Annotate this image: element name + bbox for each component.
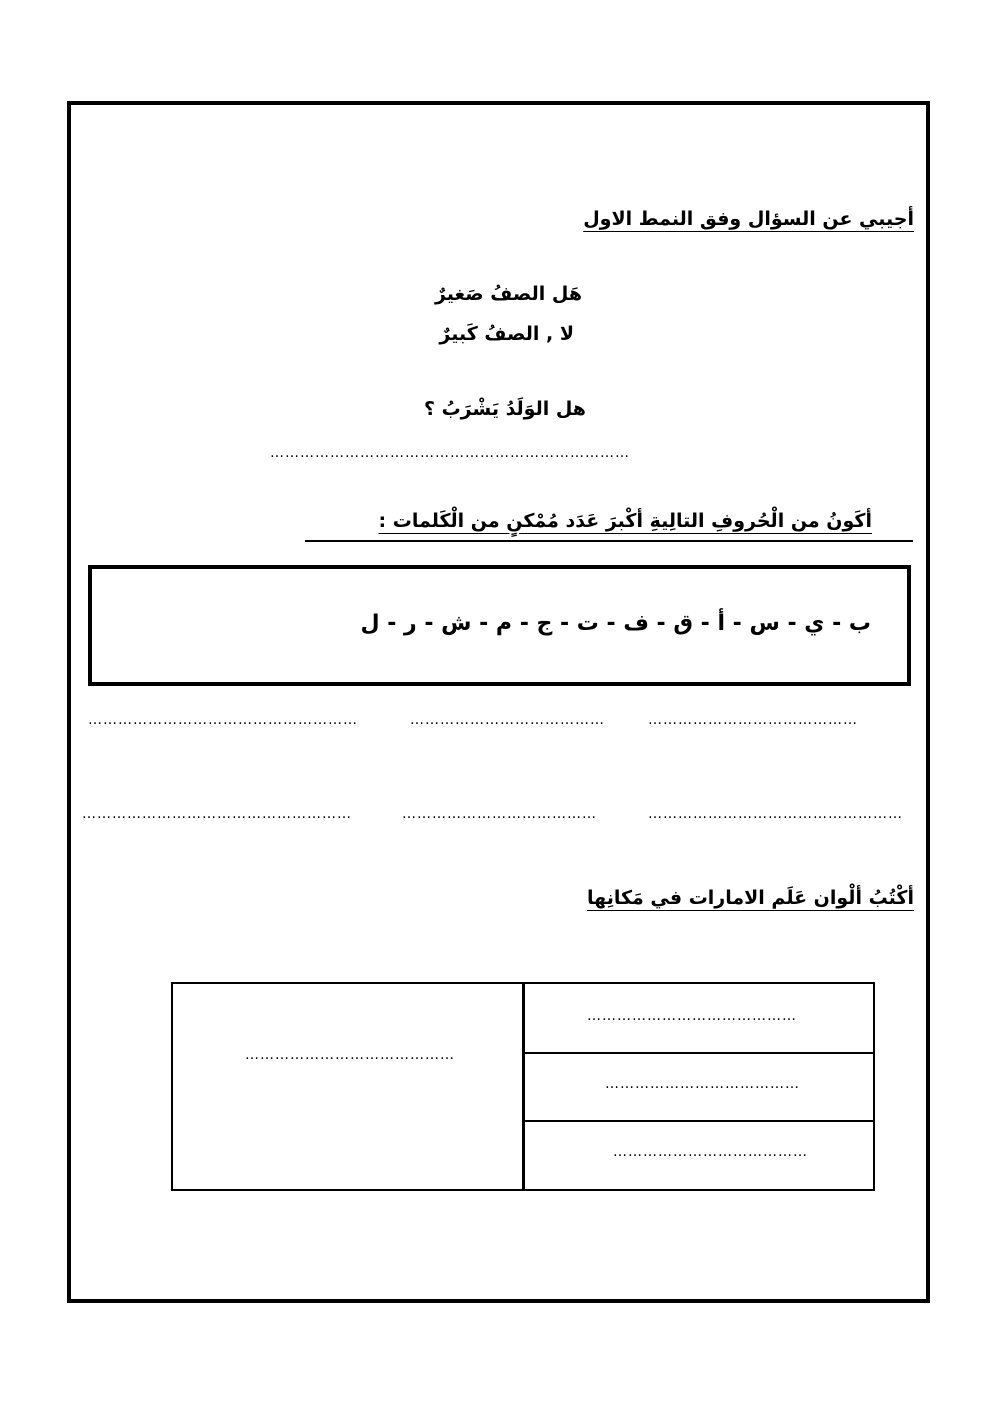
word-line[interactable]: ………………………………… — [410, 712, 605, 728]
section1-instruction: أجيبي عن السؤال وفق النمط الاول — [583, 208, 914, 230]
flag-row-line[interactable]: …………………………………… — [587, 1008, 797, 1024]
letters-box — [88, 565, 911, 686]
section2-instruction: أكَونُ من الْحُروفِ التالِيةِ أكْبرَ عَدَد مُمْكنٍ من الْكَلمات : — [378, 510, 872, 532]
letters-list: ب - ي - س - أ - ق - ف - ت - ج - م - ش - ر - ل — [360, 611, 871, 636]
flag-table — [171, 982, 875, 1191]
answer-line[interactable]: ……………………………………………………………… — [270, 445, 630, 461]
word-line[interactable]: ……………………………………………… — [88, 712, 358, 728]
example-answer: لا , الصفُ كَبيرٌ — [439, 323, 574, 345]
word-line[interactable]: ……………………………………………… — [82, 806, 352, 822]
flag-left-cell — [173, 984, 525, 1189]
flag-left-line[interactable]: …………………………………… — [245, 1047, 455, 1063]
word-line[interactable]: ………………………………… — [402, 806, 597, 822]
flag-row — [525, 1054, 873, 1122]
example-question: هَل الصفُ صَغيرٌ — [434, 283, 582, 305]
flag-row — [525, 984, 873, 1054]
word-line[interactable]: …………………………………… — [648, 712, 858, 728]
word-line[interactable]: …………………………………………… — [648, 806, 903, 822]
flag-row-line[interactable]: ………………………………… — [605, 1076, 800, 1092]
question: هل الوَلَدُ يَشْرَبُ ؟ — [423, 398, 586, 420]
flag-row — [525, 1122, 873, 1189]
flag-row-line[interactable]: ………………………………… — [613, 1144, 808, 1160]
section3-instruction: أكْتُبُ ألْوان عَلَم الامارات في مَكانِها — [587, 887, 914, 909]
instruction-underline — [305, 540, 913, 542]
